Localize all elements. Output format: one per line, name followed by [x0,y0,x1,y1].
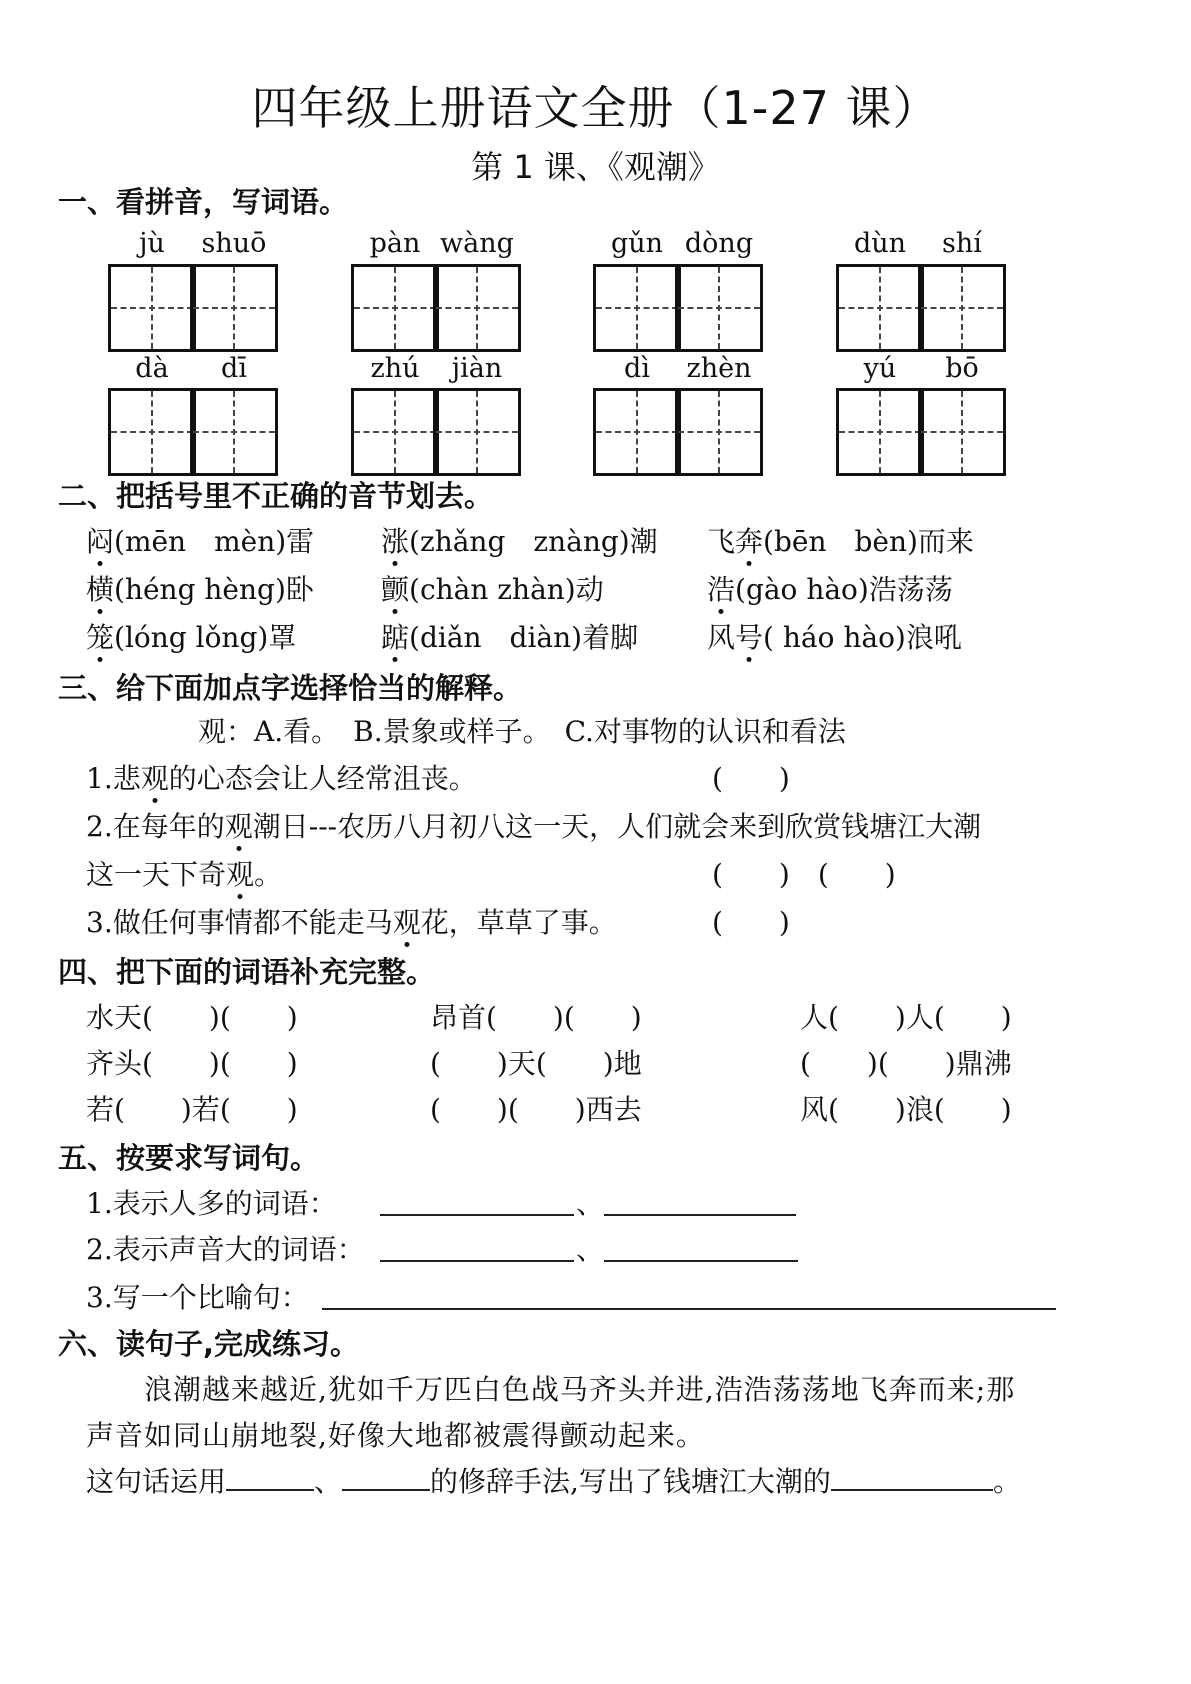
dotted-char: 奔 [735,520,763,560]
writing-box[interactable] [593,264,681,352]
idiom-fill[interactable]: 昂首( )( ) [430,1001,642,1034]
pinyin-choice-item[interactable] [707,520,974,560]
idiom-fill[interactable]: 齐头( )( ) [86,1047,298,1080]
pinyin-label: zhèn [686,353,752,384]
answer-paren[interactable]: ( ) [712,762,790,795]
pinyin-label: dà [135,353,169,384]
pinyin-choice-item[interactable] [381,616,638,656]
writing-box[interactable] [433,264,521,352]
idiom-fill[interactable]: 风( )浪( ) [800,1093,1012,1126]
writing-box[interactable] [918,264,1006,352]
writing-box[interactable] [190,388,278,476]
meaning-options: 观：A.看。 B.景象或样子。 C.对事物的认识和看法 [198,715,846,748]
section5-heading: 五、按要求写词句。 [58,1141,320,1175]
text: 的心态会让人经常沮丧。 [168,762,477,795]
choice-text: (gào hào)浩荡荡 [735,573,953,606]
pinyin-choice-item[interactable] [86,520,314,560]
answer-blank[interactable] [342,1465,430,1491]
pinyin-choice-item[interactable] [86,568,314,608]
text: 2.在每年的 [86,810,225,843]
question-loud-words: 2.表示声音大的词语： [86,1233,365,1266]
text: 花，草草了事。 [420,906,617,939]
text: 的修辞手法,写出了钱塘江大潮的 [430,1465,831,1498]
section1-heading: 一、看拼音，写词语。 [58,185,349,219]
section3-heading: 三、给下面加点字选择恰当的解释。 [58,671,523,705]
choice-text: (lóng lǒng)罩 [114,621,297,654]
choice-text: (héng hèng)卧 [114,573,314,606]
pinyin-choice-item[interactable] [707,568,953,608]
answer-blank[interactable] [831,1465,993,1491]
dotted-char: 观 [393,901,421,941]
writing-box[interactable] [108,388,196,476]
pinyin-choice-item[interactable] [381,568,604,608]
pinyin-label: pàn [369,228,421,259]
pinyin-label: dī [221,353,247,384]
pinyin-choice-item[interactable] [707,616,962,656]
dotted-char: 观 [141,757,169,797]
pinyin-choice-item[interactable] [381,520,658,560]
section2-heading: 二、把括号里不正确的音节划去。 [58,479,494,513]
pinyin-label: jù [139,228,165,259]
choice-text: (mēn mèn)雷 [114,525,315,558]
writing-box[interactable] [593,388,681,476]
answer-line[interactable] [380,1234,574,1262]
answer-line[interactable] [322,1282,1056,1310]
choice-text: (bēn bèn)而来 [763,525,974,558]
text: 这句话运用 [86,1465,227,1498]
idiom-fill[interactable]: 若( )若( ) [86,1093,298,1126]
rhetoric-question [86,1460,1021,1500]
choice-text: (diǎn diàn)着脚 [409,621,639,654]
question-crowd-words: 1.表示人多的词语： [86,1187,337,1220]
answer-line[interactable] [380,1188,574,1216]
pinyin-label: jiàn [451,353,503,384]
separator: 、 [576,1233,605,1266]
text: 。 [254,858,283,891]
idiom-fill[interactable]: ( )( )西去 [430,1093,642,1126]
pinyin-label: shí [942,228,982,259]
dotted-char: 观 [225,805,253,845]
dotted-char: 颤 [381,568,409,608]
separator: 、 [314,1465,343,1498]
writing-box[interactable] [918,388,1006,476]
answer-blank[interactable] [226,1465,314,1491]
page-title: 四年级上册语文全册（1-27 课） [251,81,940,135]
pinyin-label: dòng [684,228,754,259]
separator: 、 [576,1187,605,1220]
idiom-fill[interactable]: 人( )人( ) [800,1001,1012,1034]
choice-text: (zhǎng znàng)潮 [409,525,658,558]
writing-box[interactable] [108,264,196,352]
question-2 [86,805,981,845]
pinyin-label: wàng [440,228,514,259]
writing-box[interactable] [190,264,278,352]
question-3 [86,901,617,941]
writing-box[interactable] [836,388,924,476]
text: 3.做任何事情都不能走马 [86,906,393,939]
writing-box[interactable] [675,388,763,476]
pinyin-label: gǔn [610,228,664,259]
dotted-char: 浩 [707,568,735,608]
section6-heading: 六、读句子,完成练习。 [58,1327,360,1361]
passage-line: 声音如同山崩地裂,好像大地都被震得颤动起来。 [86,1419,705,1452]
idiom-fill[interactable]: ( )天( )地 [430,1047,642,1080]
pinyin-label: shuō [201,228,267,259]
answer-line[interactable] [604,1188,796,1216]
dotted-char: 横 [86,568,114,608]
dotted-char: 踮 [381,616,409,656]
writing-box[interactable] [675,264,763,352]
text: 潮日---农历八月初八这一天，人们就会来到欣赏钱塘江大潮 [252,810,982,843]
text: 这一天下奇 [86,858,227,891]
writing-box[interactable] [351,264,439,352]
text: 飞 [707,525,736,558]
pinyin-label: dì [624,353,650,384]
lesson-title: 第 1 课、《观潮》 [471,148,720,186]
answer-line[interactable] [604,1234,798,1262]
text: 1.悲 [86,762,141,795]
writing-box[interactable] [351,388,439,476]
pinyin-label: zhú [370,353,420,384]
passage-line: 浪潮越来越近,犹如千万匹白色战马齐头并进,浩浩荡荡地飞奔而来;那 [144,1373,1016,1406]
dotted-char: 笼 [86,616,114,656]
choice-text: (chàn zhàn)动 [409,573,604,606]
choice-text: ( háo hào)浪吼 [763,621,962,654]
section4-heading: 四、把下面的词语补充完整。 [58,955,436,989]
dotted-char: 涨 [381,520,409,560]
answer-paren[interactable]: ( ) [712,906,790,939]
idiom-fill[interactable]: 水天( )( ) [86,1001,298,1034]
pinyin-label: bō [945,353,979,384]
pinyin-label: yú [863,353,897,384]
text: 。 [992,1465,1021,1498]
text: 风 [707,621,736,654]
pinyin-label: dùn [853,228,907,259]
writing-box[interactable] [433,388,521,476]
pinyin-choice-item[interactable] [86,616,296,656]
writing-box[interactable] [836,264,924,352]
dotted-char: 闷 [86,520,114,560]
question-simile: 3.写一个比喻句： [86,1281,309,1314]
question-1 [86,757,477,797]
dotted-char: 号 [735,616,763,656]
question-2-cont [86,853,282,893]
idiom-fill[interactable]: ( )( )鼎沸 [800,1047,1012,1080]
dotted-char: 观 [226,853,254,893]
answer-paren[interactable]: ( ) ( ) [712,858,896,891]
